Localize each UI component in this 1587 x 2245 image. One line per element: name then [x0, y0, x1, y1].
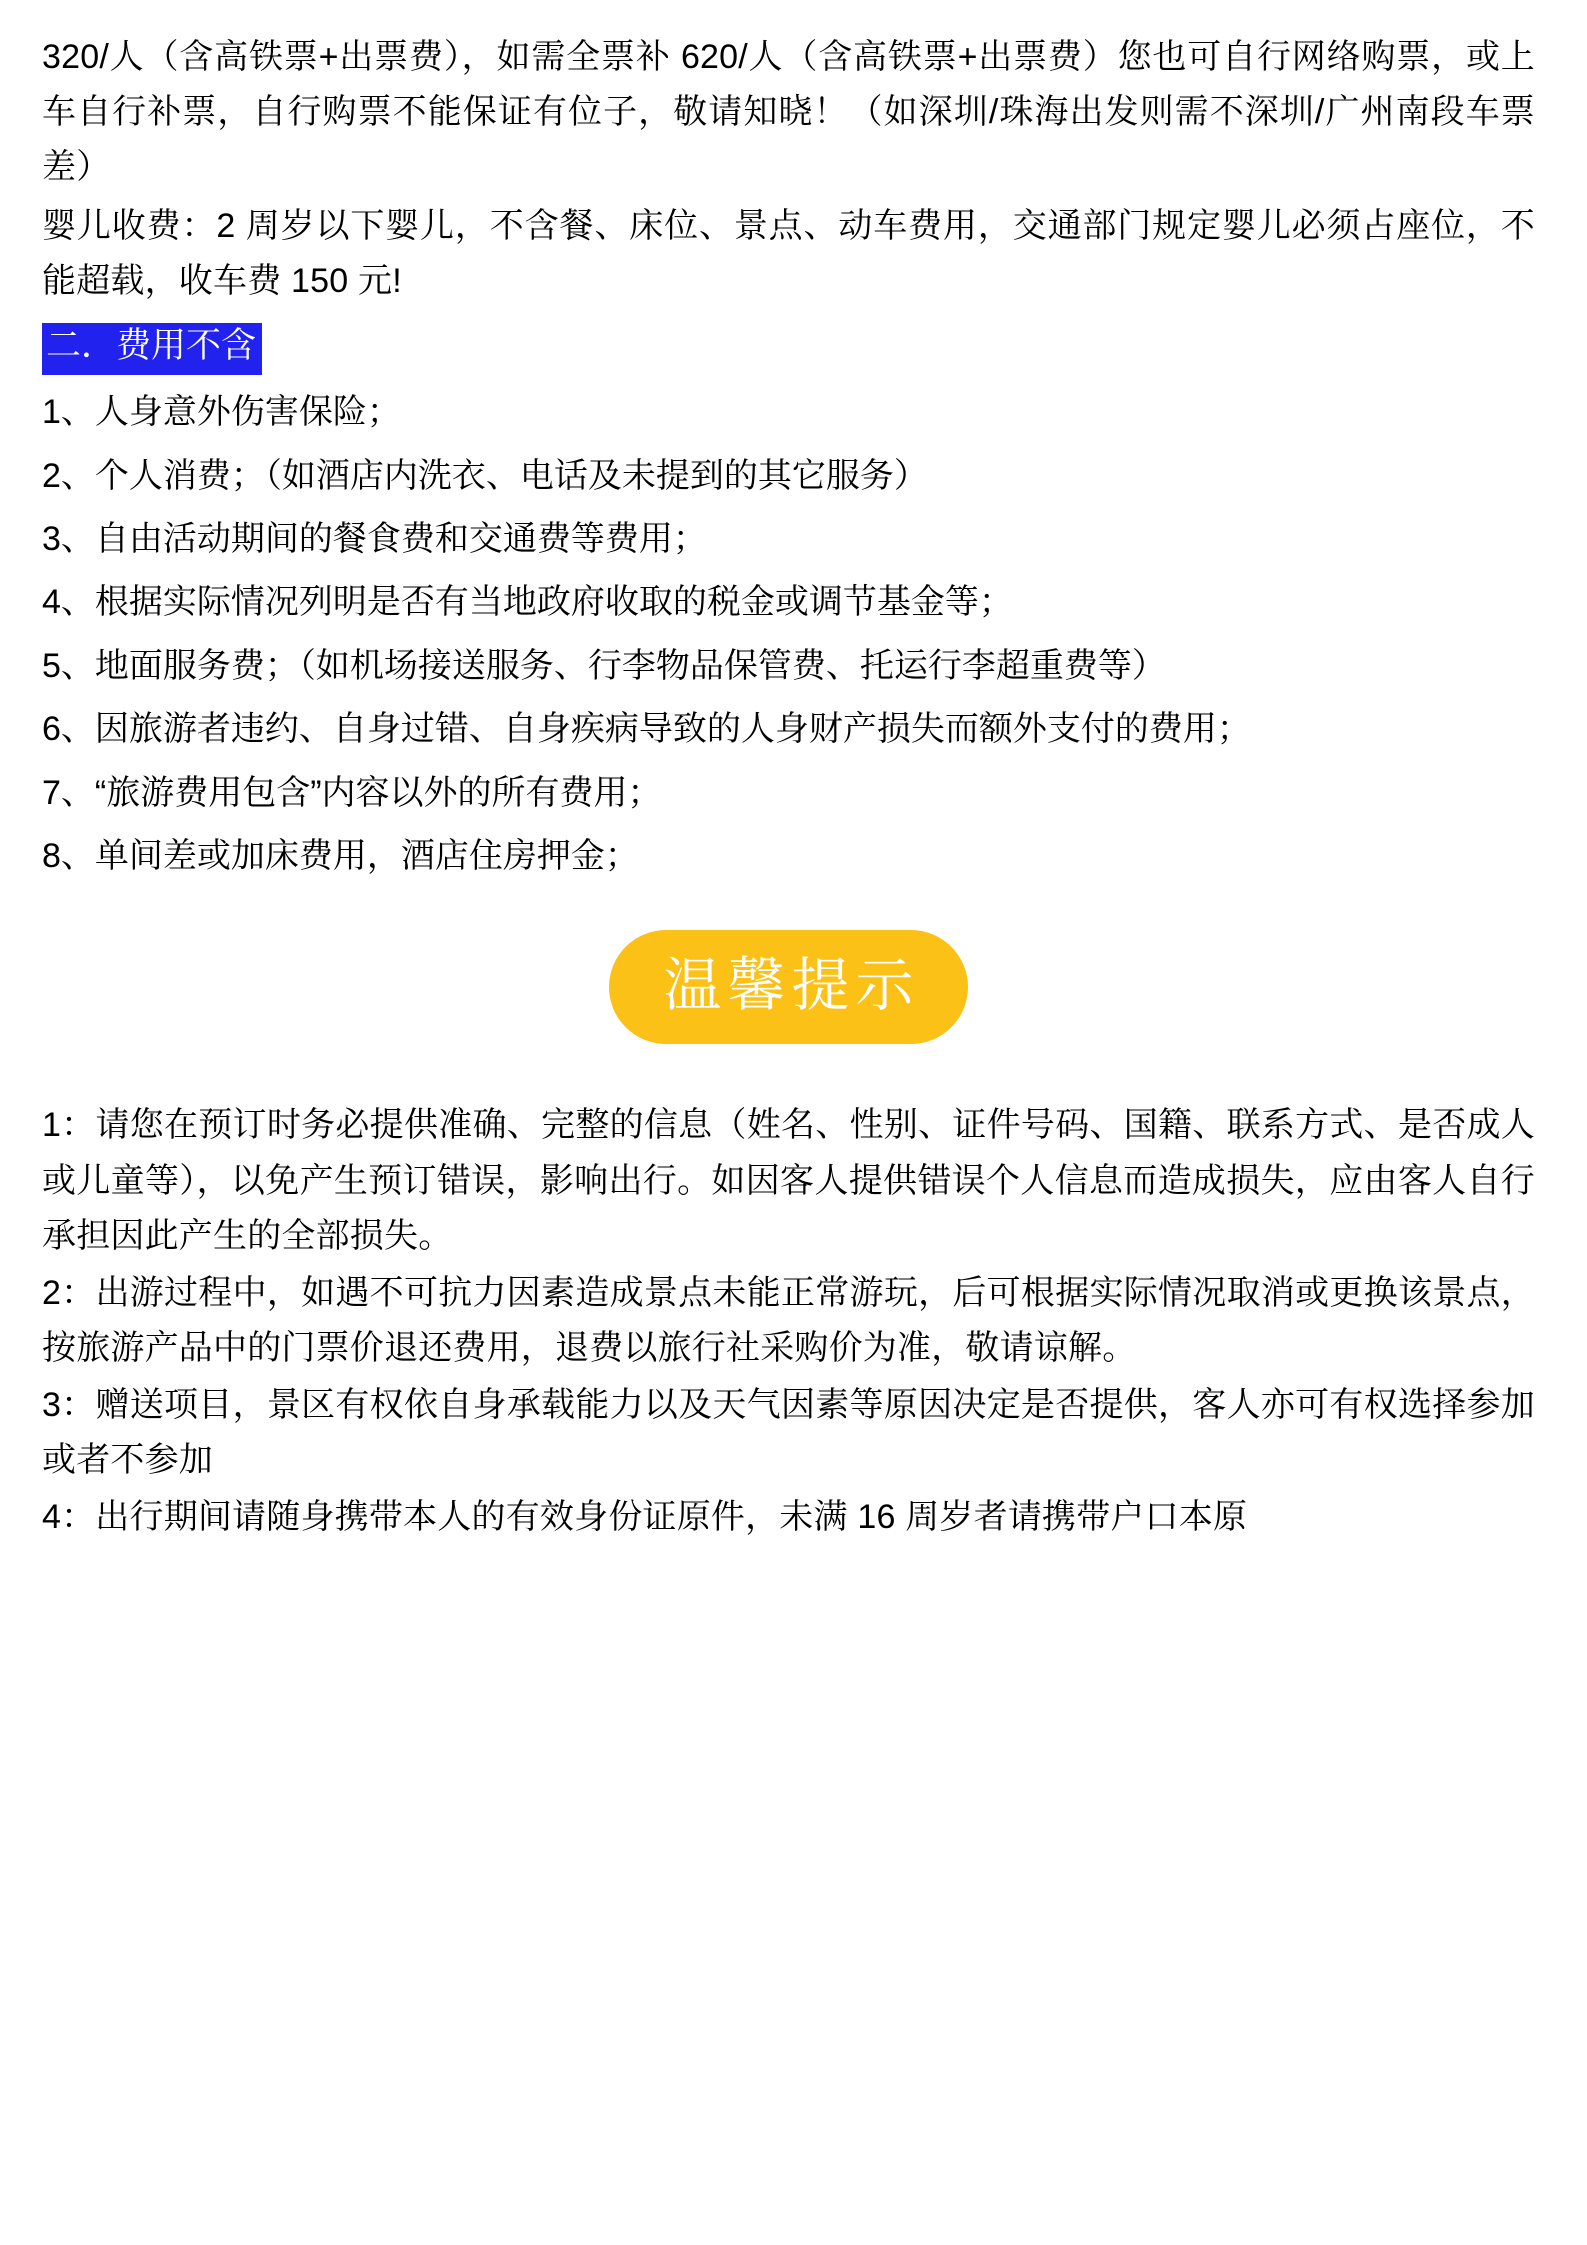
tip-item: 3：赠送项目，景区有权依自身承载能力以及天气因素等原因决定是否提供，客人亦可有权选择参加或者不参加: [42, 1385, 1535, 1479]
warm-tips-badge: 温馨提示: [609, 930, 967, 1044]
tips-list: [42, 1098, 1535, 1545]
warm-tips-badge-container: [42, 930, 1535, 1044]
section-heading-label: 二．费用不含: [42, 323, 262, 375]
list-item: 5、地面服务费；（如机场接送服务、行李物品保管费、托运行李超重费等）: [42, 646, 1166, 685]
list-item: 2、个人消费；（如酒店内洗衣、电话及未提到的其它服务）: [42, 456, 928, 495]
tip-item: 1：请您在预订时务必提供准确、完整的信息（姓名、性别、证件号码、国籍、联系方式、是否成人或儿童等），以免产生预订错误，影响出行。如因客人提供错误个人信息而造成损失，应由客人自行承担因此产生的全部损失。: [42, 1106, 1535, 1255]
paragraph-train-ticket-fee: 320/人（含高铁票+出票费），如需全票补 620/人（含高铁票+出票费）您也可自行网络购票，或上车自行补票，自行购票不能保证有位子，敬请知晓！（如深圳/珠海出发则需不深圳/广州南段车票差）: [42, 38, 1535, 187]
list-item: 8、单间差或加床费用，酒店住房押金；: [42, 837, 639, 876]
tip-item: 4：出行期间请随身携带本人的有效身份证原件，未满 16 周岁者请携带户口本原: [42, 1497, 1248, 1536]
list-item: 1、人身意外伤害保险；: [42, 393, 401, 432]
section-heading-exclusions: [42, 323, 1535, 375]
list-item: 7、“旅游费用包含”内容以外的所有费用；: [42, 773, 662, 812]
list-item: 4、根据实际情况列明是否有当地政府收取的税金或调节基金等；: [42, 583, 1013, 622]
list-item: 6、因旅游者违约、自身过错、自身疾病导致的人身财产损失而额外支付的费用；: [42, 710, 1251, 749]
list-item: 3、自由活动期间的餐食费和交通费等费用；: [42, 520, 707, 558]
paragraph-infant-fee: 婴儿收费：2 周岁以下婴儿，不含餐、床位、景点、动车费用，交通部门规定婴儿必须占座位，不能超载，收车费 150 元!: [42, 207, 1535, 301]
tip-item: 2：出游过程中，如遇不可抗力因素造成景点未能正常游玩，后可根据实际情况取消或更换该景点，按旅游产品中的门票价退还费用，退费以旅行社采购价为准，敬请谅解。: [42, 1273, 1535, 1367]
exclusions-list: [42, 385, 1535, 884]
